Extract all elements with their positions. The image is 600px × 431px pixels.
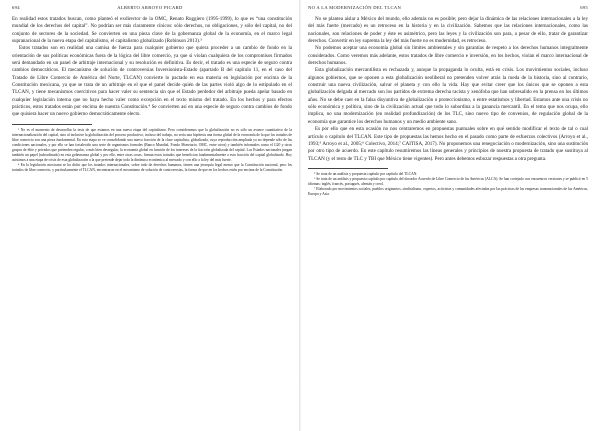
footnote: ⁵ Se trata de un análisis y propuesta capítulo por capítulo del TLCAN. xyxy=(314,171,418,176)
footnote-rule xyxy=(12,124,92,125)
paragraph: Es por ello que en esta ocasión no nos centraremos en propuestas puntuales sobre en qué sentido modificar el texto de tal o cual artículo o capítulo del TLCAN. Este tipo de propuestas las hemos hecho en el pasado como parte de esfuerzos colectivos (Arroyo et al., 1993;⁵ Arroyo et al., 2005;⁶ Colectivo, 2014;⁷ CAITISA, 2017). No proponemos una renegociación o modernización, sino una sustitución por otro tipo de acuerdo. En este capítulo resumiremos las líneas generales y principios de nuestra propuesta de tratado que sustituya al TLCAN (y el resto de TLC y TBI que México tiene vigentes). Pero antes debemos esbozar respuestas a otra pregunta. xyxy=(308,126,588,162)
running-head xyxy=(12,5,292,10)
running-head-title: ALBERTO ARROYO PICARD xyxy=(117,5,183,10)
body-text xyxy=(308,16,588,163)
paragraph: No se plantea aislar a México del mundo, ello además no es posible; pero dejar la dinámica de las relaciones internacionales a la ley del más fuerte (mercado) es un retroceso en la historia y en la civilización. Sabemos que las relaciones internacionales, como las nacionales, son relaciones de poder y éste es asimétrico, pero las leyes y la civilización son para, a pesar de ello, tratar de garantizar derechos. Convertir en ley suprema la ley del más fuerte no es modernidad, es retroceso. xyxy=(308,16,588,45)
footnote: ⁴ En la legislación mexicana se ha dicho que los tratados internacionales, sobre todo de derechos humanos, tienen una jerarquía legal menor que la Constitución nacional, pero los tratados de libre comercio, y particularmente el TLCAN, encontraron en el mecanismo de solución de controversias, la forma de que en los hechos estén por encima de la Constitución. xyxy=(12,162,292,172)
paragraph: Estos tratados son en realidad una camisa de fuerza para cualquier gobierno que quiera proceder a un cambio de fondo en la orientación de sus políticas económicas fuera de la lógica del libre comercio, ya que si violan cualquiera de los compromisos firmados será demandado en un panel de arbitraje internacional y su resolución es definitiva. Es decir, el tratado es una especie de seguro contra cambios democráticos. El mecanismo de solución de controversias Inversionista-Estado (apartado B del capítulo 11, en el caso del Tratado de Libre Comercio de América del Norte, TLCAN) convierte lo pactado en esa materia en legislación por encima de la Constitución mexicana, ya que se trata de un arbitraje en el que el panel decide quién de las partes violó algo de lo estipulado en el TLCAN, y tiene mecanismos coercitivos para hacer valer su sentencia sin que el Estado perdedor del arbitraje pueda apelar basado en cualquier legislación interna que no haya hecho valer como excepción en el texto mismo del tratado. En los hechos y para efectos prácticos, estos tratados están por encima de nuestra Constitución.⁴ Se convierten así en una especie de seguro contra cambios de fondo que quisiera hacer un nuevo gobierno democráticamente electo. xyxy=(12,45,292,118)
page-number: 694 xyxy=(12,5,20,10)
footnotes xyxy=(12,124,292,173)
footnote: ³ No es el momento de desarrollar la tesis de que estamos en una nueva etapa del capitalismo. Pero consideramos que la globalización no es sólo un avance cuantitativo de la internacionalización del capital, sino al inclusive la globalización del proceso productivo, incluso del trabajo, no sería una hipótesis una forma global de la economía de la que los tratados de libre comercio son una pieza fundamental. En esta etapa se ve consolidando una nueva fracción de la clase capitalista, globalizada, cuya reproducción ampliada ya no depende sólo de las condiciones nacionales, y por ello se han fortalecido una serie de organismos formales (Banco Mundial, Fondo Monetario, OMC, entre otros) y también informales como el G20 y otros grupos de élite y privados que pretenden regular, o más bien desregular, la economía global en función de los intereses de la fracción globalizada del capital. Los Estados nacionales juegan también un papel (subordinado) en esta gobernanza global y por ello, entre otras cosas, firman estos tratados que benefician fundamentalmente a esta fracción del capital globalizado. Hoy asistimos a una etapa de crisis de esta globalización a la que pretende dejar toda la dinámica económica al mercado y con ello a la ley del más fuerte. xyxy=(12,127,292,162)
running-head-title: NO A LA MODERNIZACIÓN DEL TLCAN xyxy=(308,5,402,10)
footnote-rule xyxy=(308,168,388,169)
footnote: ⁷ Elaborado por movimientos sociales, pueblos originarios, sindicalismo, expertos, activistas y comunidades afectadas por las prácticas de las empresas transnacionales de las Américas, Europa y Asia. xyxy=(308,186,588,196)
paragraph: No podemos aceptar una economía global sin límites ambientales y sin garantías de respeto a los derechos humanos integralmente considerados. Como veremos más adelante, estos tratados de libre comercio e inversión, en los hechos, violan el marco internacional de derechos humanos. xyxy=(308,45,588,67)
footnotes xyxy=(308,168,588,197)
paragraph: Esta globalización mercantilista es rechazada y, aunque la propaganda lo oculta, está en crisis. Los movimientos sociales, incluso algunos gobiernos, que se oponen a esta globalización neoliberal no pretenden volver atrás la rueda de la historia, sino al contrario, construir una nueva civilización, salvar el planeta y con ello la vida. Hay que evitar creer que los únicos que se oponen a esta globalización delgada al mercado son los partidos de extrema derecha racista y xenófoba que han sobresalido en la prensa en los últimos años. No se debe caer en la falsa disyuntiva de globalización o proteccionismo, o entre estatismos y libertad. Estamos ante una crisis no sólo económica y política, sino de la civilización actual que todo lo subordina a la ganancia mercantil. En el tema que nos ocupa, ello implica, no una modernización (en realidad profundización) de los TLC, sino nuevo tipo de convenios, de regulación global de la economía que garantice los derechos humanos y un medio ambiente sano. xyxy=(308,67,588,125)
page-number: 695 xyxy=(580,5,588,10)
running-head xyxy=(308,5,588,10)
body-text xyxy=(12,16,292,119)
right-page xyxy=(300,0,600,431)
paragraph: En realidad estos tratados buscan, como planteó el exdirector de la OMC, Renato Ruggiero (1995-1999), lo que es “una constitución mundial de los derechos del capital”. No podrían ser más claramente cínicos: sólo derechos, no obligaciones, y sólo del capital, no del conjunto de sectores de la sociedad. Se convierten en una pieza clave de la gobernanza global de la economía, en el marco legal supranacional de la nueva etapa del capitalismo, el capitalismo globalizado (Robinson 2013).³ xyxy=(12,16,292,45)
footnote: ⁶ Se trata de un análisis y propuesta capítulo por capítulo del dorrador Acuerdo de Libre Comercio de las Américas (ALCA). Se han cortejado con encuentros versiones y se publicó en 5 idiomas: inglés, francés, portugués, alemán y creol. xyxy=(308,176,588,186)
